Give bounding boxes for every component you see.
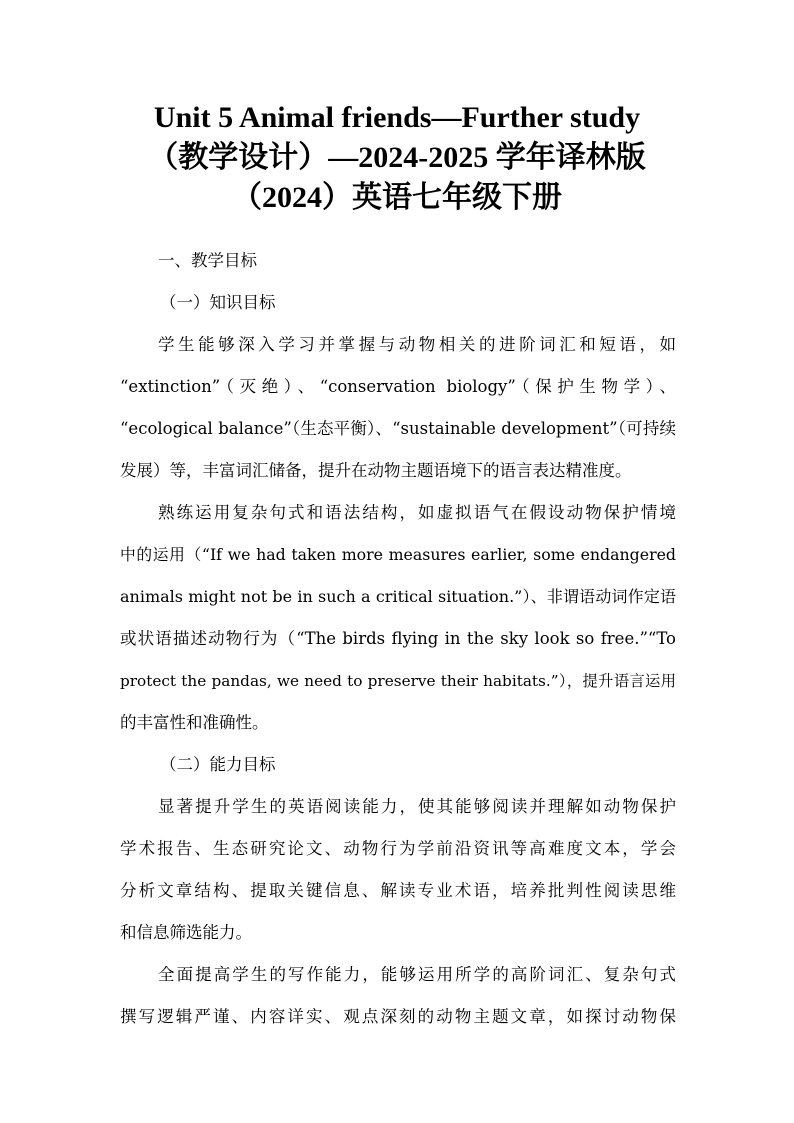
paragraph-line: 撰写逻辑严谨、内容详实、观点深刻的动物主题文章，如探讨动物保: [120, 1007, 676, 1026]
paragraph-line: animals might not be in such a critical situation.”）、非谓语动词作定语: [120, 587, 676, 606]
paragraph-line: 发展）等，丰富词汇储备，提升在动物主题语境下的语言表达精准度。: [120, 461, 632, 480]
paragraph-line: 或状语描述动物行为（“The birds flying in the sky look so free.”“To: [120, 629, 676, 648]
paragraph-line: protect the pandas, we need to preserve their habitats.”），提升语言运用: [120, 672, 676, 690]
title-line-1: Unit 5 Animal friends—Further study: [153, 101, 641, 134]
paragraph-line: 熟练运用复杂句式和语法结构，如虚拟语气在假设动物保护情境: [158, 503, 676, 522]
paragraph-line: “extinction”（灭绝）、“conservation biology”（保护生物学）、: [120, 377, 676, 396]
paragraph-vocabulary: [120, 324, 676, 492]
paragraph-line: 分析文章结构、提取关键信息、解读专业术语，培养批判性阅读思维: [120, 881, 676, 900]
document-body: [120, 240, 676, 1038]
paragraph-reading-ability: [120, 786, 676, 954]
document-title: [100, 98, 694, 218]
paragraph-line: “ecological balance”（生态平衡）、“sustainable development”（可持续: [120, 419, 676, 438]
subsection-heading-ability-goals: （二）能力目标: [160, 755, 276, 774]
title-line-3: （2024）英语七年级下册: [232, 181, 562, 214]
paragraph-line: 和信息筛选能力。: [120, 923, 252, 942]
paragraph-line: 的丰富性和准确性。: [120, 713, 269, 732]
paragraph-line: 学生能够深入学习并掌握与动物相关的进阶词汇和短语，如: [158, 335, 676, 354]
paragraph-line: 学术报告、生态研究论文、动物行为学前沿资讯等高难度文本，学会: [120, 839, 676, 858]
paragraph-line: 中的运用（“If we had taken more measures earlier, some endangered: [120, 545, 676, 564]
subsection-heading-knowledge-goals: （一）知识目标: [160, 293, 276, 312]
paragraph-line: 显著提升学生的英语阅读能力，使其能够阅读并理解如动物保护: [158, 797, 676, 816]
paragraph-grammar: [120, 492, 676, 744]
title-line-2: （教学设计）—2024-2025 学年译林版: [148, 141, 646, 174]
section-heading-teaching-goals: 一、教学目标: [158, 251, 257, 270]
paragraph-writing-ability: [120, 954, 676, 1038]
paragraph-line: 全面提高学生的写作能力，能够运用所学的高阶词汇、复杂句式: [158, 965, 676, 984]
